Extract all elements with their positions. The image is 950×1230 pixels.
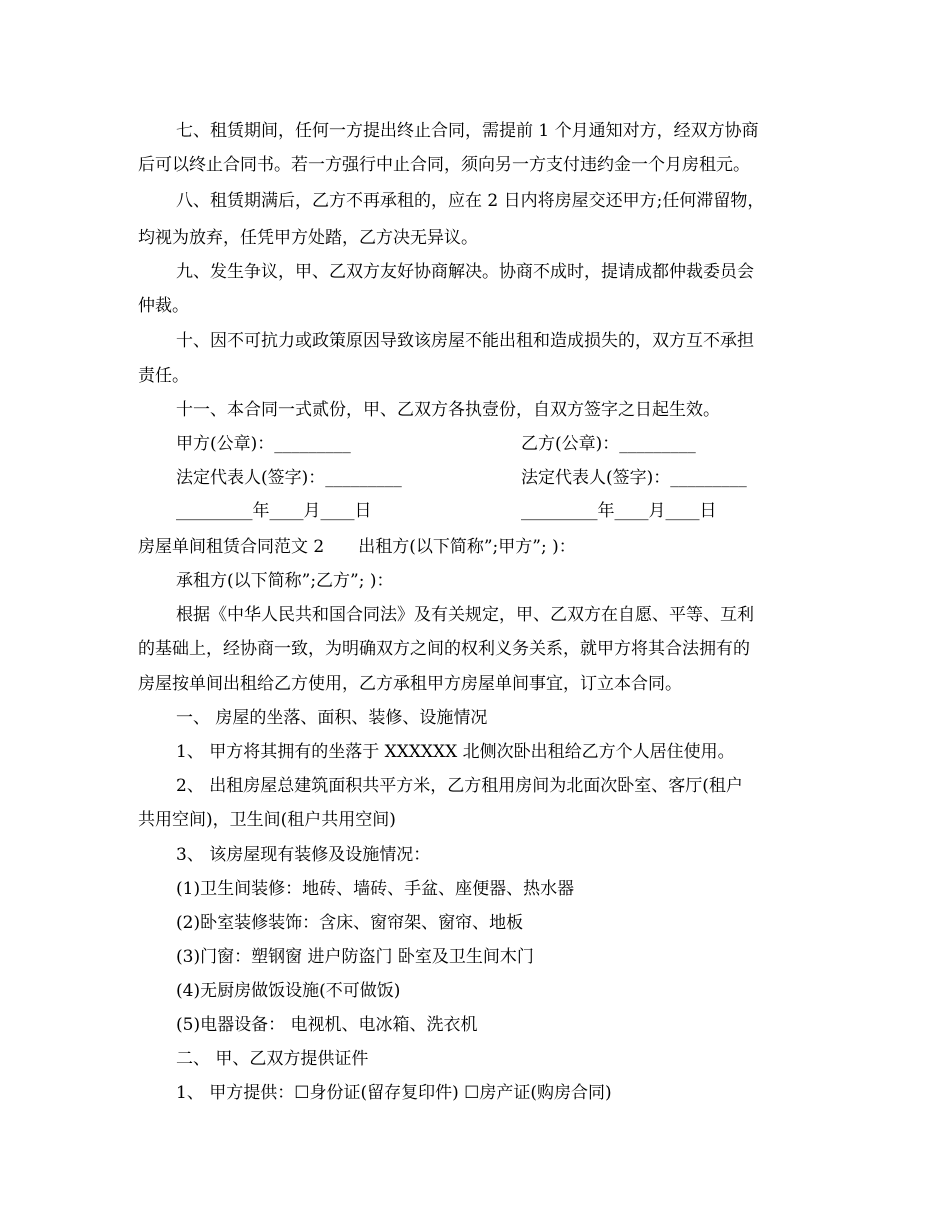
paragraph-line: 均视为放弃，任凭甲方处踏，乙方决无异议。 bbox=[138, 228, 478, 248]
party-b-representative-line: 法定代表人(签字)：_________ bbox=[521, 468, 747, 488]
section-title-line: 房屋单间租赁合同范文 2 出租方(以下简称”;甲方”; )： bbox=[138, 537, 576, 557]
paragraph-line: (1)卫生间装修：地砖、墙砖、手盆、座便器、热水器 bbox=[176, 879, 575, 899]
paragraph-line: (3)门窗：塑钢窗 进户防盗门 卧室及卫生间木门 bbox=[176, 947, 534, 967]
paragraph-line: 的基础上，经协商一致，为明确双方之间的权利义务关系，就甲方将其合法拥有的 bbox=[138, 639, 750, 659]
paragraph-line: 二、 甲、乙双方提供证件 bbox=[176, 1049, 369, 1069]
party-a-date-line: _________年____月____日 bbox=[176, 501, 372, 521]
paragraph-line: 1、 甲方提供：☐身份证(留存复印件) ☐房产证(购房合同) bbox=[176, 1083, 612, 1103]
paragraph-line: (2)卧室装修装饰：含床、窗帘架、窗帘、地板 bbox=[176, 913, 524, 933]
paragraph-line: 八、租赁期满后，乙方不再承租的，应在 2 日内将房屋交还甲方;任何滞留物， bbox=[176, 191, 765, 211]
party-b-seal-line: 乙方(公章)：_________ bbox=[521, 434, 696, 454]
paragraph-line: 3、 该房屋现有装修及设施情况： bbox=[176, 845, 431, 865]
party-a-seal-line: 甲方(公章)：_________ bbox=[176, 434, 351, 454]
paragraph-line: 共用空间)，卫生间(租户共用空间) bbox=[138, 810, 396, 830]
party-b-date-line: _________年____月____日 bbox=[521, 501, 717, 521]
paragraph-line: 2、 出租房屋总建筑面积共平方米，乙方租用房间为北面次卧室、客厅(租户 bbox=[176, 776, 743, 796]
paragraph-line: 承租方(以下简称”;乙方”; )： bbox=[176, 571, 394, 591]
paragraph-line: 十、因不可抗力或政策原因导致该房屋不能出租和造成损失的，双方互不承担 bbox=[176, 331, 754, 351]
paragraph-line: (4)无厨房做饭设施(不可做饭) bbox=[176, 981, 401, 1001]
paragraph-line: (5)电器设备： 电视机、电冰箱、洗衣机 bbox=[176, 1015, 478, 1035]
paragraph-line: 房屋按单间出租给乙方使用，乙方承租甲方房屋单间事宜，订立本合同。 bbox=[138, 674, 682, 694]
paragraph-line: 根据《中华人民共和国合同法》及有关规定，甲、乙双方在自愿、平等、互利 bbox=[176, 605, 754, 625]
paragraph-line: 十一、本合同一式贰份，甲、乙双方各执壹份，自双方签字之日起生效。 bbox=[176, 400, 720, 420]
paragraph-line: 九、发生争议，甲、乙双方友好协商解决。协商不成时，提请成都仲裁委员会 bbox=[176, 262, 754, 282]
paragraph-line: 仲裁。 bbox=[138, 296, 189, 316]
paragraph-line: 后可以终止合同书。若一方强行中止合同，须向另一方支付违约金一个月房租元。 bbox=[138, 155, 750, 175]
paragraph-line: 一、 房屋的坐落、面积、装修、设施情况 bbox=[176, 708, 488, 728]
party-a-representative-line: 法定代表人(签字)：_________ bbox=[176, 468, 402, 488]
paragraph-line: 1、 甲方将其拥有的坐落于 XXXXXX 北侧次卧出租给乙方个人居住使用。 bbox=[176, 742, 735, 762]
paragraph-line: 七、租赁期间，任何一方提出终止合同，需提前 1 个月通知对方，经双方协商 bbox=[176, 121, 759, 141]
paragraph-line: 责任。 bbox=[138, 366, 189, 386]
